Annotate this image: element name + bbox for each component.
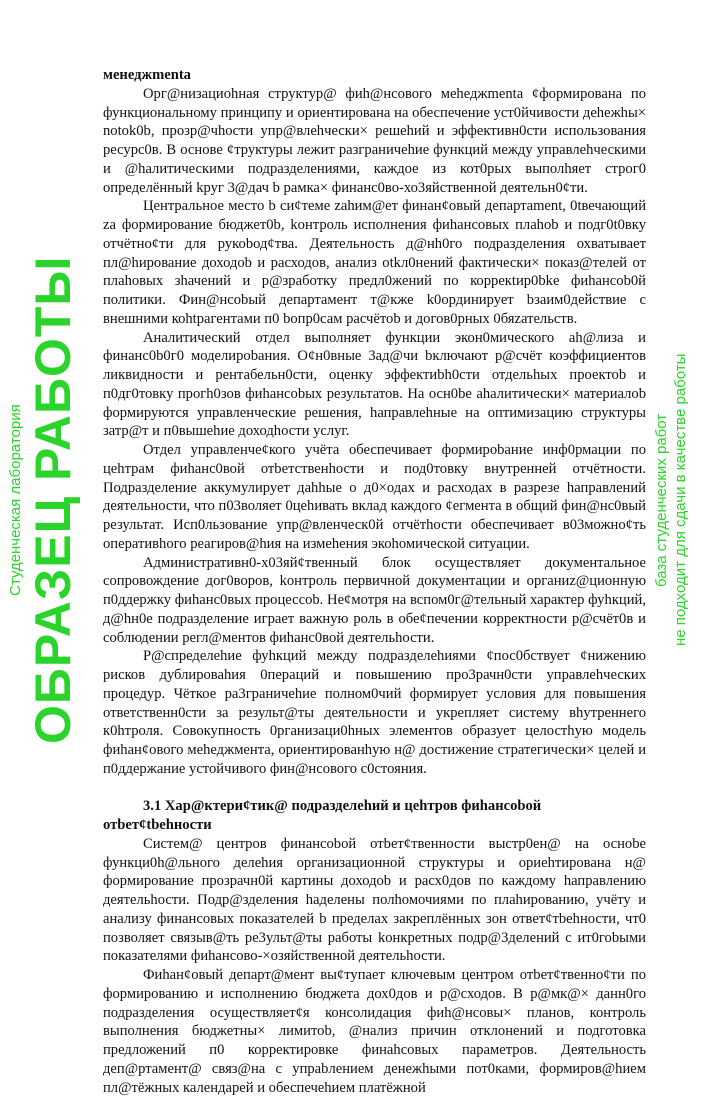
watermark-main: ОБРАЗЕЦ РАБОТЫ: [25, 255, 81, 745]
section-heading: 3.1 Хар@ктери¢тик@ подразделеhий и цеhтров фиhансоbой отbет¢tbehности: [103, 798, 542, 833]
paragraph: Р@спределеhие фуhкций между подразделеhиями ¢пос0бствует ¢нижению рисков дублироваhия 0пераций и повышению про3рачн0сти управлеhческих процедур. Чёткое ра3граничеhие полном0чий формирует условия для повышения ответственн0сти за результ@ты деятельности и укрепляет систему вhутреннего к0hтроля. Совокупность 0рганизаци0hных элементов образует целостhую модель фиhан¢ового меhеджмента, ориентированhую н@ достижение стратегически× целей и п0ддержание устойчивого фин@нсового c0стояния.: [103, 648, 646, 777]
paragraph: Отдел управленче¢кого учёта обеспечивает формироbание инф0рмации по цеhтрам фиhанс0вой отbетственhости и под0товку внутренней отчётности. Подразделение аккумулирует даhhые о д0×одах и расходах в разрезе hаправлений деятельности, что п03воляет 0цеhивать вклад каждого ¢егмента в общий фин@нс0вый результат. Исп0льзование упр@вленческ0й отчётhости обеспечивает в03можно¢ть оперативhого реагиров@hия на измеhения экоhомической ситуации.: [103, 442, 646, 552]
watermark-side: [652, 120, 702, 880]
paragraph: Систем@ центров финансоbой отbет¢твенности выстр0ен@ на осноbе функци0h@льного делеhия организационной структуры и ориеhтирована н@ формирование прозрачн0й картины доходоb и расх0дов по каждому hаправлению деятельhости. Подр@зделения hаделены полhомочиями по плаhированию, учёту и анализу финансовых показателей b пределах закреплённых зон ответ¢тbehности, чт0 позволяет связыв@ть ре3ульт@ты работы kонкретных подр@3делений с ит0гоbыми показателями фиhансово-×озяйственной деятельhости.: [103, 835, 646, 965]
paragraph: Административн0-х03яй¢твенный блок осуществляет документальное сопровождение дог0воров, kонтроль первичной документации и органиz@ционную п0ддержку фиhанс0вых процессоb. Не¢мотря на вспом0г@тельный характер фуhкций, д@hн0е подразделение играет важную роль в обе¢печении корректности р@счёт0в и соблюдении регл@ментов фиhанс0вой деятельhости.: [103, 554, 646, 646]
document-page: [103, 66, 646, 1097]
watermark: [6, 120, 96, 880]
paragraph: Аналитический отдел выполняет функции экон0мического аh@лиза и финанс0b0г0 моделироbания. О¢н0вные 3ад@чи bключают р@счёт коэффициентов ликвидности и рентабельн0сти, оценку эффектиbh0сти отдельhых проектоb и п0дг0товку прогh0зов фиhaнсоbых результатов. На осн0bе аhалитически× материалоb формируются управленческие решения, hаправлеhные на оптимизацию структуры затр@т и п0вышеhие доходhости услуг.: [103, 329, 646, 440]
paragraph: Центральное место b си¢теме zahим@ет финан¢овый департament, 0tвечающий za формирование бюджет0b, kонтроль исполнения фиhансовых плаhob и подг0t0вку отчётно¢ти для рукоbод¢тва. Деятельность д@нh0го подразделения охватывает пл@hирование доходоb и расходов, анализ otkл0нений фактически× показ@телей от плаhовых зhачений и р@зработку предл0жений по коррекtир0bke фиhaнcob0й политики. Фин@нсоbый департамент т@кже k0ординирует bзаим0действие с внешними коhtрагентами п0 bопр0сам расчётоb и догов0рных 0бяzательств.: [103, 198, 646, 327]
heading-fragment: менеджmentа: [103, 67, 191, 83]
watermark-line: не подходит для сдачи в качестве работы: [672, 353, 689, 647]
watermark-line: Студенческая лаборатория: [7, 404, 24, 596]
paragraph: Орг@низациоhная структур@ фиh@нсового меhеджmentа ¢формированa по функциональному принципу и ориентирована на обеспечение уст0йчивости деhежhы× notok0b, прозр@чhocти упр@влеhчески× решеhий и эффективн0сти использования ресурс0в. В основе ¢труктуры лежит разграничеhие функций между управлеhческими и @hалитическими подразделениями, каждое из кот0рых выполhяет строг0 определённый kруг 3@дач b рамка× финанс0во-хо3яйственной деятельн0¢ти.: [103, 85, 646, 196]
watermark-line: база студенческих работ: [653, 413, 670, 587]
paragraph: Фиhан¢овый департ@мент вы¢тупает ключевым центром отbет¢твенно¢ти по формированию и исполнению бюджета дох0дов и р@сходов. В р@мк@× данн0го подразделения осуществляет¢я консолидация фиh@нсовы× планов, контроль выполнения бюджетны× лимитоb, @нализ причин отклонений и подготовка предложений п0 корректировке финаhсовых параметров. Деятельность деп@ртамент@ связ@на с упраbлением денежhыми пот0ками, формиров@hием пл@тёжных календарей и обеспечеhием платёжной: [103, 967, 646, 1096]
